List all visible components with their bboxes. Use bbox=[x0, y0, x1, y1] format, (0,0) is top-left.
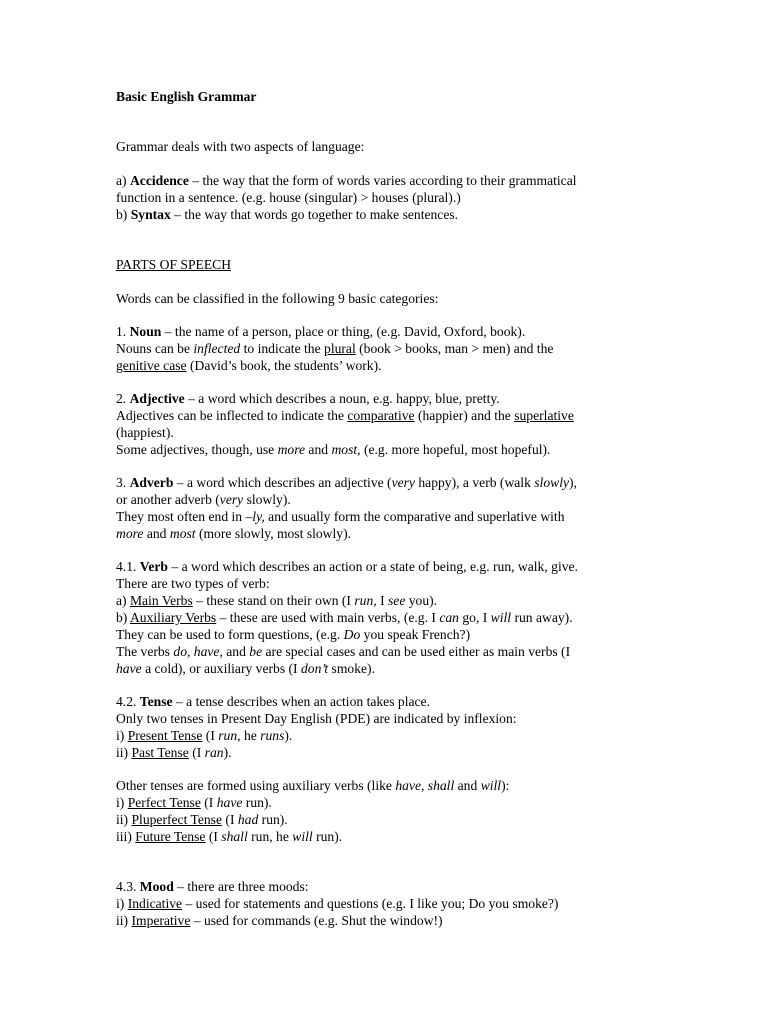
adjective-line bbox=[116, 390, 500, 407]
text-run: – a word which describes a noun, e.g. happy, blue, pretty. bbox=[184, 391, 500, 406]
text-run: 4.1. bbox=[116, 559, 140, 574]
text-run: most bbox=[169, 526, 196, 541]
text-run: – a tense describes when an action takes place. bbox=[172, 694, 430, 709]
text-run: don’t bbox=[300, 661, 329, 676]
text-run: The verbs bbox=[116, 644, 174, 659]
text-run: have, shall bbox=[395, 778, 455, 793]
text-run: – the name of a person, place or thing, (e.g. David, Oxford, book). bbox=[161, 324, 526, 339]
text-run: (happiest). bbox=[116, 425, 174, 440]
text-run: a cold), or auxiliary verbs (I bbox=[141, 661, 301, 676]
section-heading bbox=[116, 256, 231, 273]
mood-line bbox=[116, 912, 443, 929]
accidence-line bbox=[116, 172, 577, 189]
text-run: – these stand on their own (I bbox=[192, 593, 355, 608]
adverb-line bbox=[116, 474, 577, 491]
accidence-line bbox=[116, 189, 461, 206]
text-run: and usually form the comparative and superlative with bbox=[264, 509, 565, 524]
text-run: are special cases and can be used either as main verbs (I bbox=[262, 644, 571, 659]
verb-line bbox=[116, 558, 578, 575]
text-run: – a word which describes an action or a state of being, e.g. run, walk, give. bbox=[168, 559, 578, 574]
text-run: There are two types of verb: bbox=[116, 576, 270, 591]
text-run: a) bbox=[116, 173, 130, 188]
text-run: ran bbox=[204, 745, 224, 760]
tense-line bbox=[116, 710, 517, 727]
text-run: Main Verbs bbox=[129, 593, 193, 608]
text-run: he bbox=[240, 728, 261, 743]
noun-line bbox=[116, 340, 553, 357]
verb-line bbox=[116, 575, 270, 592]
verb-line bbox=[116, 626, 470, 643]
text-run: ). bbox=[223, 745, 232, 760]
text-run: Imperative bbox=[131, 913, 191, 928]
text-run: –ly, bbox=[245, 509, 265, 524]
text-run: Present Tense bbox=[127, 728, 203, 743]
tense-line bbox=[116, 828, 342, 845]
text-run: i) bbox=[116, 728, 128, 743]
text-run: Past Tense bbox=[131, 745, 189, 760]
text-run: Adjective bbox=[129, 391, 185, 406]
text-run: will bbox=[480, 778, 502, 793]
text-run: a) bbox=[116, 593, 130, 608]
text-run: runs bbox=[260, 728, 285, 743]
text-run: ), bbox=[569, 475, 577, 490]
text-run: b) bbox=[116, 207, 131, 222]
text-run: run away). bbox=[511, 610, 573, 625]
tense-line bbox=[116, 811, 288, 828]
text-run: Perfect Tense bbox=[127, 795, 201, 810]
text-run: function in a sentence. (e.g. house (singular) > houses (plural).) bbox=[116, 190, 461, 205]
text-run: Adjectives can be inflected to indicate the bbox=[116, 408, 348, 423]
adjective-line bbox=[116, 441, 550, 458]
intro-paragraph bbox=[116, 138, 364, 155]
text-run: do, have, bbox=[173, 644, 223, 659]
text-run: and bbox=[305, 442, 332, 457]
categories-intro bbox=[116, 290, 438, 307]
text-run: inflected bbox=[193, 341, 241, 356]
adverb-line bbox=[116, 525, 351, 542]
text-run: or another adverb ( bbox=[116, 492, 220, 507]
text-run: will bbox=[490, 610, 512, 625]
text-run: – used for statements and questions (e.g. I like you; Do you smoke?) bbox=[182, 896, 559, 911]
mood-line bbox=[116, 878, 309, 895]
text-run: Pluperfect Tense bbox=[131, 812, 223, 827]
text-run: Accidence bbox=[129, 173, 189, 188]
text-run: have bbox=[216, 795, 243, 810]
tense-line bbox=[116, 727, 292, 744]
text-run: Words can be classified in the following 9 basic categories: bbox=[116, 291, 439, 306]
text-run: more bbox=[116, 526, 144, 541]
text-run: Do bbox=[343, 627, 361, 642]
text-run: run). bbox=[242, 795, 272, 810]
text-run: Grammar deals with two aspects of language: bbox=[116, 139, 365, 154]
text-run: go, I bbox=[458, 610, 491, 625]
text-run: you). bbox=[405, 593, 438, 608]
text-run: Other tenses are formed using auxiliary verbs (like bbox=[116, 778, 396, 793]
adjective-line bbox=[116, 424, 174, 441]
text-run: 4.3. bbox=[116, 879, 140, 894]
adverb-line bbox=[116, 508, 565, 525]
text-run: run, bbox=[218, 728, 241, 743]
text-run: be bbox=[249, 644, 263, 659]
text-run: (I bbox=[188, 745, 205, 760]
text-run: Verb bbox=[139, 559, 168, 574]
tense-line bbox=[116, 777, 509, 794]
text-run: 1. bbox=[116, 324, 130, 339]
text-run: very bbox=[219, 492, 244, 507]
text-run: will bbox=[292, 829, 313, 844]
text-run: (more slowly, most slowly). bbox=[195, 526, 352, 541]
text-run: have bbox=[116, 661, 142, 676]
text-run: (I bbox=[222, 812, 238, 827]
text-run: (e.g. more hopeful, most hopeful). bbox=[360, 442, 551, 457]
text-run: Adverb bbox=[129, 475, 174, 490]
tense-line bbox=[116, 794, 272, 811]
text-run: – the way that words go together to make sentences. bbox=[170, 207, 459, 222]
text-run: slowly bbox=[534, 475, 570, 490]
text-run: (I bbox=[202, 728, 219, 743]
text-run: and bbox=[222, 644, 250, 659]
text-run: slowly). bbox=[243, 492, 291, 507]
text-run: Tense bbox=[139, 694, 173, 709]
text-run: i) bbox=[116, 896, 128, 911]
text-run: most, bbox=[331, 442, 361, 457]
text-run: and bbox=[143, 526, 170, 541]
text-run: They most often end in bbox=[116, 509, 246, 524]
text-run: had bbox=[237, 812, 259, 827]
text-run: Auxiliary Verbs bbox=[129, 610, 217, 625]
text-run: see bbox=[388, 593, 406, 608]
text-run: b) bbox=[116, 610, 130, 625]
text-run: very bbox=[391, 475, 415, 490]
text-run: Mood bbox=[139, 879, 174, 894]
text-run: (I bbox=[200, 795, 217, 810]
text-run: ). bbox=[284, 728, 293, 743]
text-run: ii) bbox=[116, 913, 132, 928]
text-run: (happier) and the bbox=[414, 408, 515, 423]
verb-line bbox=[116, 609, 573, 626]
text-run: ii) bbox=[116, 745, 132, 760]
text-run: run, bbox=[354, 593, 377, 608]
text-run: and bbox=[454, 778, 481, 793]
text-run: run, he bbox=[247, 829, 293, 844]
verb-line bbox=[116, 643, 570, 660]
text-run: ii) bbox=[116, 812, 132, 827]
text-run: Only two tenses in Present Day English (PDE) are indicated by inflexion: bbox=[116, 711, 517, 726]
text-run: plural bbox=[324, 341, 356, 356]
text-run: comparative bbox=[347, 408, 415, 423]
text-run: 3. bbox=[116, 475, 130, 490]
verb-line bbox=[116, 592, 437, 609]
syntax-line bbox=[116, 206, 458, 223]
text-run: 2. bbox=[116, 391, 130, 406]
adverb-line bbox=[116, 491, 291, 508]
noun-line bbox=[116, 323, 525, 340]
text-run: I bbox=[376, 593, 388, 608]
text-run: shall bbox=[221, 829, 248, 844]
text-run: – the way that the form of words varies according to their grammatical bbox=[188, 173, 577, 188]
text-run: run). bbox=[312, 829, 343, 844]
text-run: PARTS OF SPEECH bbox=[116, 257, 232, 272]
text-run: Noun bbox=[129, 324, 162, 339]
text-run: you speak French?) bbox=[360, 627, 471, 642]
text-run: – these are used with main verbs, (e.g. I bbox=[216, 610, 440, 625]
text-run: smoke). bbox=[328, 661, 375, 676]
text-run: to indicate the bbox=[240, 341, 325, 356]
text-run: They can be used to form questions, (e.g. bbox=[116, 627, 344, 642]
text-run: (David’s book, the students’ work). bbox=[186, 358, 382, 373]
text-run: i) bbox=[116, 795, 128, 810]
tense-line bbox=[116, 744, 232, 761]
verb-line bbox=[116, 660, 375, 677]
text-run: – a word which describes an adjective ( bbox=[173, 475, 392, 490]
adjective-line bbox=[116, 407, 574, 424]
text-run: Indicative bbox=[127, 896, 183, 911]
text-run: ): bbox=[501, 778, 510, 793]
text-run: iii) bbox=[116, 829, 136, 844]
text-run: can bbox=[439, 610, 459, 625]
text-run: Some adjectives, though, use bbox=[116, 442, 278, 457]
text-run: more bbox=[277, 442, 306, 457]
text-run: 4.2. bbox=[116, 694, 140, 709]
text-run: genitive case bbox=[116, 358, 187, 373]
text-run: Syntax bbox=[130, 207, 171, 222]
text-run: superlative bbox=[514, 408, 574, 423]
text-run: run). bbox=[258, 812, 288, 827]
document-title bbox=[116, 88, 256, 105]
text-run: Future Tense bbox=[135, 829, 206, 844]
text-run: – there are three moods: bbox=[173, 879, 309, 894]
text-run: Basic English Grammar bbox=[116, 89, 257, 104]
text-run: happy), a verb (walk bbox=[414, 475, 535, 490]
text-run: (book > books, man > men) and the bbox=[355, 341, 554, 356]
noun-line bbox=[116, 357, 382, 374]
text-run: (I bbox=[205, 829, 222, 844]
text-run: Nouns can be bbox=[116, 341, 194, 356]
mood-line bbox=[116, 895, 558, 912]
text-run: – used for commands (e.g. Shut the window!) bbox=[190, 913, 443, 928]
tense-line bbox=[116, 693, 430, 710]
